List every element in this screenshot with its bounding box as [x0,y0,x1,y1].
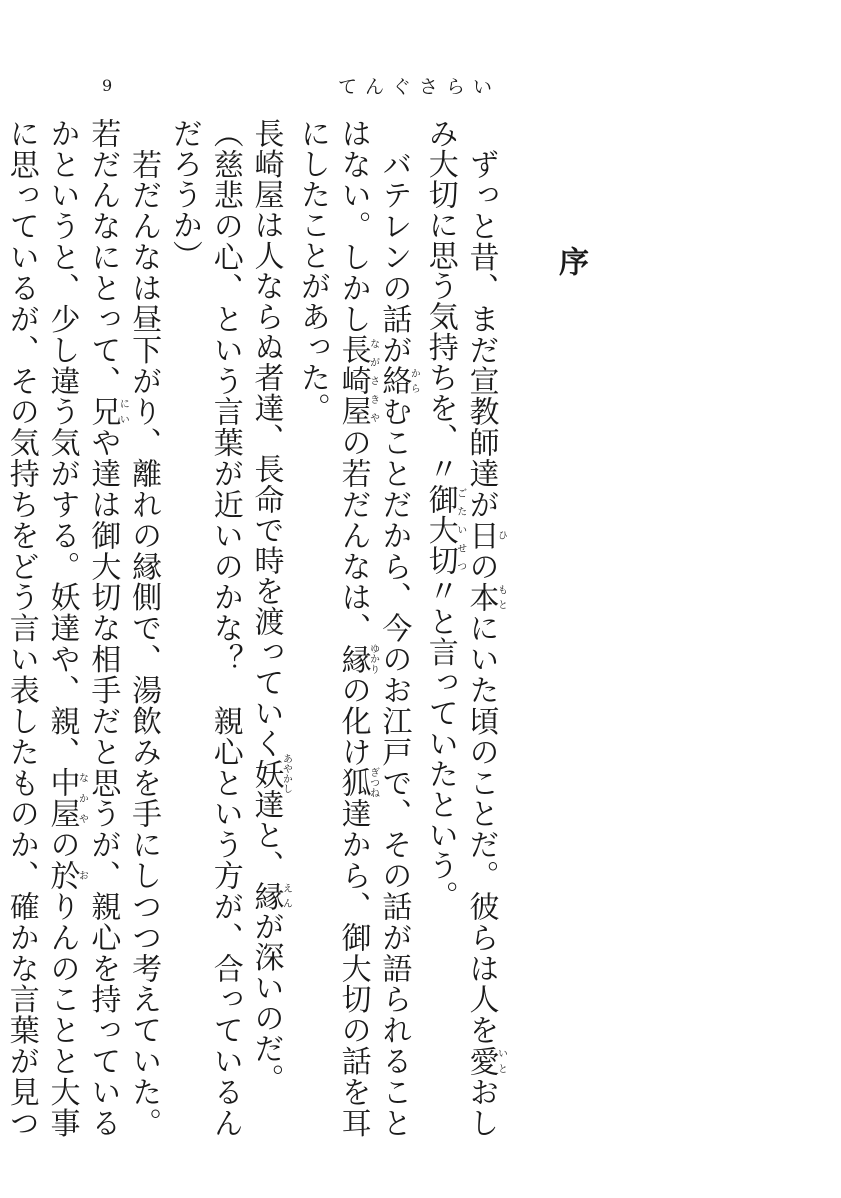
body-text [3,118,507,1138]
ruby-yukari: 縁ゆかり [335,643,379,675]
running-header: てんぐさらい [338,76,501,98]
ruby-moto: 本もと [463,581,507,613]
text-run: 達から、御大切の話を耳にしたことがあった。 [294,118,371,1138]
text-run: の [44,829,80,861]
ruby-nagasakiya: 長崎屋ながさきや [335,334,379,428]
text-run: バテレンの話が [376,148,412,366]
ruby-gotaisetsu: 御大切ごたいせつ [422,484,466,576]
text-run: むことだから、今のお江戸で、その話が語られることはない。しかし [335,118,412,1138]
paragraph-1 [419,118,506,1138]
text-run: おしみ大切に思う気持ちを、〃 [422,118,499,1138]
ruby-en: 縁えん [248,880,292,911]
ruby-nakaya: 中屋なかや [44,767,88,830]
text-run: 長崎屋は人ならぬ者達、長命で時を渡っていく [248,118,284,759]
text-run: の化け [335,674,371,768]
paragraph-3 [245,118,291,1138]
ruby-ayakashi: 妖あやかし [248,753,292,794]
text-run: や達は御大切な相手だと思うが、親心を持っているかというと、少し違う気がする。妖達や、親、 [44,118,121,1138]
ruby-ito: 愛いと [463,1045,507,1077]
text-run: の [463,550,499,582]
paragraph-5 [0,118,163,1138]
text-run: 〃と言っていたという。 [422,575,458,911]
chapter-title: 序 [553,246,588,276]
paragraph-4: （慈悲の心、という言葉が近いのかな？ 親心という方が、合っているんだろうか） [166,118,243,1138]
text-run: が深いのだ。 [248,911,284,1094]
text-run: 若だんなは昼下がり、離れの縁側で、湯飲みを手にしつつ考えていた。若だんなにとって、 [85,118,162,1138]
ruby-hi: 日ひ [463,519,507,551]
text-run: りんのことと大事に思っているが、その気持ちをどう言い表したものか、確かな言葉が見つ [3,118,80,1138]
ruby-kara: 絡から [376,365,420,397]
text-run: ずっと昔、まだ宣教師達が [463,148,499,520]
page-number: 9 [102,76,114,95]
text-run: にいた頃のことだ。彼らは人を [463,612,499,1046]
ruby-nii: 兄にい [85,396,129,428]
ruby-o: 於お [44,860,88,892]
text-run: 達と、 [248,789,284,881]
paragraph-2 [291,118,419,1138]
text-run: の若だんなは、 [335,427,371,644]
ruby-kitsune: 狐ぎつね [335,767,379,799]
